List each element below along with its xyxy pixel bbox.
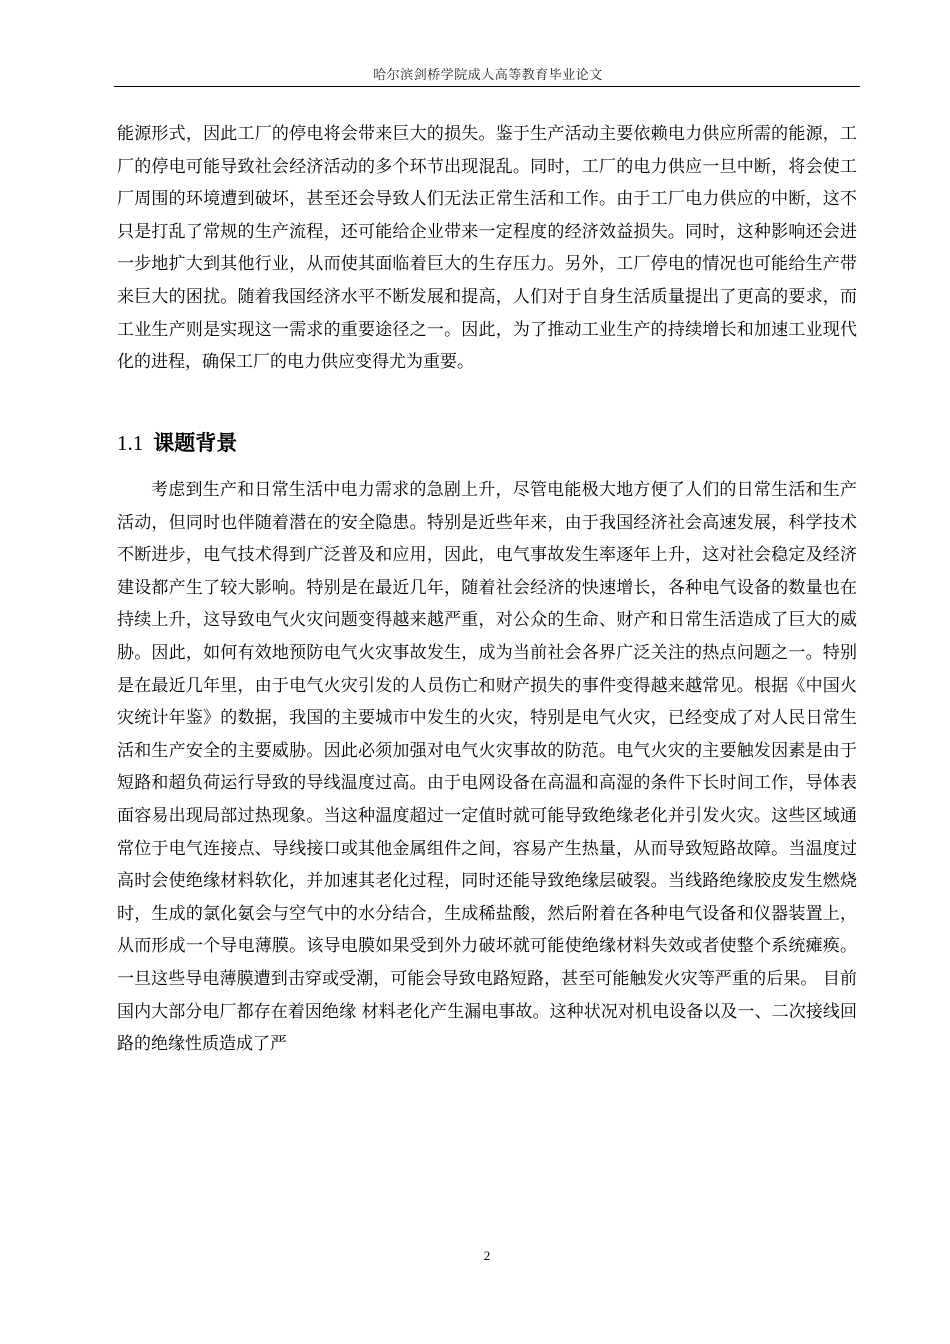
section-heading (117, 428, 237, 458)
header-divider (114, 86, 860, 87)
running-header: 哈尔滨剑桥学院成人高等教育毕业论文 (373, 68, 603, 83)
section-number: 1.1 (117, 431, 144, 455)
section-title: 课题背景 (153, 431, 238, 455)
page-number: 2 (483, 1248, 491, 1263)
paragraph-intro: 能源形式，因此工厂的停电将会带来巨大的损失。鉴于生产活动主要依赖电力供应所需的能源，工厂的停电可能导致社会经济活动的多个环节出现混乱。同时，工厂的电力供应一旦中断，将会使工厂周围的环境遭到破坏，甚至还会导致人们无法正常生活和工作。由于工厂电力供应的中断，这不只是打乱了常规的生产流程，还可能给企业带来一定程度的经济效益损失。同时，这种影响还会进一步地扩大到其他行业，从而使其面临着巨大的生存压力。另外，工厂停电的情况也可能给生产带来巨大的困扰。随着我国经济水平不断发展和提高，人们对于自身生活质量提出了更高的要求，而工业生产则是实现这一需求的重要途径之一。因此，为了推动工业生产的持续增长和加速工业现代化的进程，确保工厂的电力供应变得尤为重要。 (117, 124, 857, 373)
paragraph-background: 考虑到生产和日常生活中电力需求的急剧上升，尽管电能极大地方便了人们的日常生活和生产活动，但同时也伴随着潜在的安全隐患。特别是近些年来，由于我国经济社会高速发展，科学技术不断进步，电气技术得到广泛普及和应用，因此，电气事故发生率逐年上升，这对社会稳定及经济建设都产生了较大影响。特别是在最近几年，随着社会经济的快速增长，各种电气设备的数量也在持续上升，这导致电气火灾问题变得越来越严重，对公众的生命、财产和日常生活造成了巨大的威胁。因此，如何有效地预防电气火灾事故发生，成为当前社会各界广泛关注的热点问题之一。特别是在最近几年里，由于电气火灾引发的人员伤亡和财产损失的事件变得越来越常见。根据《中国火灾统计年鉴》的数据，我国的主要城市中发生的火灾，特别是电气火灾，已经变成了对人民日常生活和生产安全的主要威胁。因此必须加强对电气火灾事故的防范。电气火灾的主要触发因素是由于短路和超负荷运行导致的导线温度过高。由于电网设备在高温和高湿的条件下长时间工作，导体表面容易出现局部过热现象。当这种温度超过一定值时就可能导致绝缘老化并引发火灾。这些区域通常位于电气连接点、导线接口或其他金属组件之间，容易产生热量，从而导致短路故障。当温度过高时会使绝缘材料软化，并加速其老化过程，同时还能导致绝缘层破裂。当线路绝缘胶皮发生燃烧时，生成的氯化氨会与空气中的水分结合，生成稀盐酸，然后附着在各种电气设备和仪器装置上，从而形成一个导电薄膜。该导电膜如果受到外力破坏就可能使绝缘材料失效或者使整个系统瘫痪。一旦这些导电薄膜遭到击穿或受潮，可能会导致电路短路，甚至可能触发火灾等严重的后果。 目前国内大部分电厂都存在着因绝缘 材料老化产生漏电事故。这种状况对机电设备以及一、二次接线回路的绝缘性质造成了严 (117, 480, 857, 1055)
